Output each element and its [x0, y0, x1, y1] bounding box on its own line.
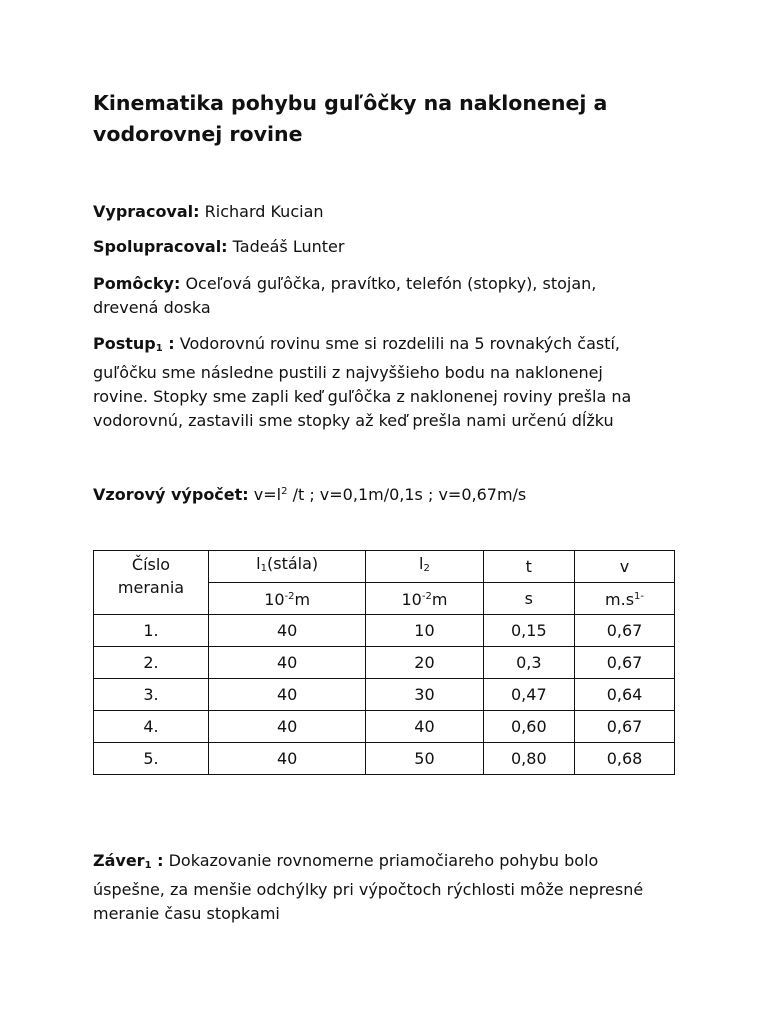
cell-l2: 10	[366, 615, 483, 647]
cell-v: 0,64	[575, 679, 675, 711]
title-line-2: vodorovnej rovine	[93, 122, 303, 146]
conclusion-line-1: Dokazovanie rovnomerne priamočiareho pohybu bolo	[168, 851, 599, 870]
cell-l1: 40	[209, 679, 366, 711]
author-label: Vypracoval:	[93, 202, 200, 221]
unit-l2-exp: -2	[421, 591, 432, 602]
procedure-label-sub: 1	[155, 343, 163, 354]
cell-l1: 40	[209, 743, 366, 775]
cell-l1: 40	[209, 711, 366, 743]
cell-l2: 50	[366, 743, 483, 775]
conclusion-paragraph	[93, 849, 673, 926]
cell-number: 1.	[94, 615, 209, 647]
cell-number: 5.	[94, 743, 209, 775]
cell-t: 0,60	[483, 711, 574, 743]
cell-l2: 30	[366, 679, 483, 711]
cell-l1: 40	[209, 615, 366, 647]
cell-t: 0,3	[483, 647, 574, 679]
cell-number: 3.	[94, 679, 209, 711]
sample-calculation	[93, 480, 673, 507]
header-v: v	[575, 551, 675, 583]
tools-line-1: Oceľová guľôčka, pravítko, telefón (stopky), stojan,	[185, 274, 597, 293]
unit-t: s	[483, 583, 574, 615]
procedure-line-4: vodorovnú, zastavili sme stopky až keď prešla nami určenú dĺžku	[93, 411, 614, 430]
header-cislo: Číslo	[131, 555, 171, 574]
conclusion-label-text: Záver	[93, 851, 145, 870]
cell-t: 0,15	[483, 615, 574, 647]
coauthor-name: Tadeáš Lunter	[232, 237, 345, 256]
conclusion-label	[93, 851, 164, 870]
unit-v-exp: 1-	[634, 591, 645, 602]
unit-l2-base: 10	[401, 590, 422, 609]
cell-v: 0,68	[575, 743, 675, 775]
author-name: Richard Kucian	[204, 202, 324, 221]
header-measurement-number	[94, 551, 209, 615]
tools-line-2: drevená doska	[93, 298, 211, 317]
cell-number: 2.	[94, 647, 209, 679]
formula-part-1: v=l	[253, 485, 282, 504]
tools-label: Pomôcky:	[93, 274, 181, 293]
cell-v: 0,67	[575, 615, 675, 647]
coauthor-label: Spolupracoval:	[93, 237, 228, 256]
conclusion-label-sub: 1	[144, 860, 152, 871]
procedure-label-colon: :	[162, 334, 175, 353]
unit-l1-m: m	[294, 590, 311, 609]
unit-l2	[366, 583, 483, 615]
cell-number: 4.	[94, 711, 209, 743]
title-line-1: Kinematika pohybu guľôčky na naklonenej a	[93, 91, 608, 115]
header-l1	[209, 551, 366, 583]
unit-l1-base: 10	[264, 590, 285, 609]
table-row	[94, 679, 675, 711]
conclusion-line-3: meranie času stopkami	[93, 904, 280, 923]
unit-l2-m: m	[431, 590, 448, 609]
header-l2-sub: 2	[423, 563, 430, 574]
procedure-line-2: guľôčku sme následne pustili z najvyššieho bodu na naklonenej	[93, 363, 603, 382]
header-t: t	[483, 551, 574, 583]
header-l1-rest: (stála)	[267, 554, 319, 573]
conclusion-label-colon: :	[151, 851, 164, 870]
procedure-line-1: Vodorovnú rovinu sme si rozdelili na 5 rovnakých častí,	[179, 334, 621, 353]
unit-v	[575, 583, 675, 615]
cell-t: 0,47	[483, 679, 574, 711]
unit-l1	[209, 583, 366, 615]
measurement-table	[93, 550, 675, 775]
procedure-label-text: Postup	[93, 334, 156, 353]
author-line	[93, 200, 673, 224]
table-row	[94, 743, 675, 775]
cell-l2: 20	[366, 647, 483, 679]
cell-t: 0,80	[483, 743, 574, 775]
table-row	[94, 615, 675, 647]
cell-l1: 40	[209, 647, 366, 679]
sample-calc-formula	[254, 485, 526, 504]
header-l1-sub: 1	[260, 563, 267, 574]
coauthor-line	[93, 235, 673, 259]
unit-l1-exp: -2	[284, 591, 295, 602]
cell-l2: 40	[366, 711, 483, 743]
procedure-label	[93, 334, 175, 353]
unit-v-base: m.s	[605, 590, 635, 609]
formula-part-2: /t ; v=0,1m/0,1s ; v=0,67m/s	[287, 485, 527, 504]
table-header-row	[94, 551, 675, 583]
document-title	[93, 88, 653, 150]
conclusion-line-2: úspešne, za menšie odchýlky pri výpočtoch rýchlosti môže nepresné	[93, 880, 644, 899]
header-l1-symbol: l	[256, 554, 261, 573]
cell-v: 0,67	[575, 711, 675, 743]
header-merania: merania	[117, 578, 185, 597]
header-l2-symbol: l	[419, 554, 424, 573]
procedure-line-3: rovine. Stopky sme zapli keď guľôčka z naklonenej roviny prešla na	[93, 387, 632, 406]
sample-calc-label: Vzorový výpočet:	[93, 485, 249, 504]
tools-paragraph	[93, 272, 673, 320]
cell-v: 0,67	[575, 647, 675, 679]
header-l2	[366, 551, 483, 583]
procedure-paragraph	[93, 332, 673, 433]
formula-sup: 2	[281, 486, 288, 497]
table-row	[94, 647, 675, 679]
table-row	[94, 711, 675, 743]
